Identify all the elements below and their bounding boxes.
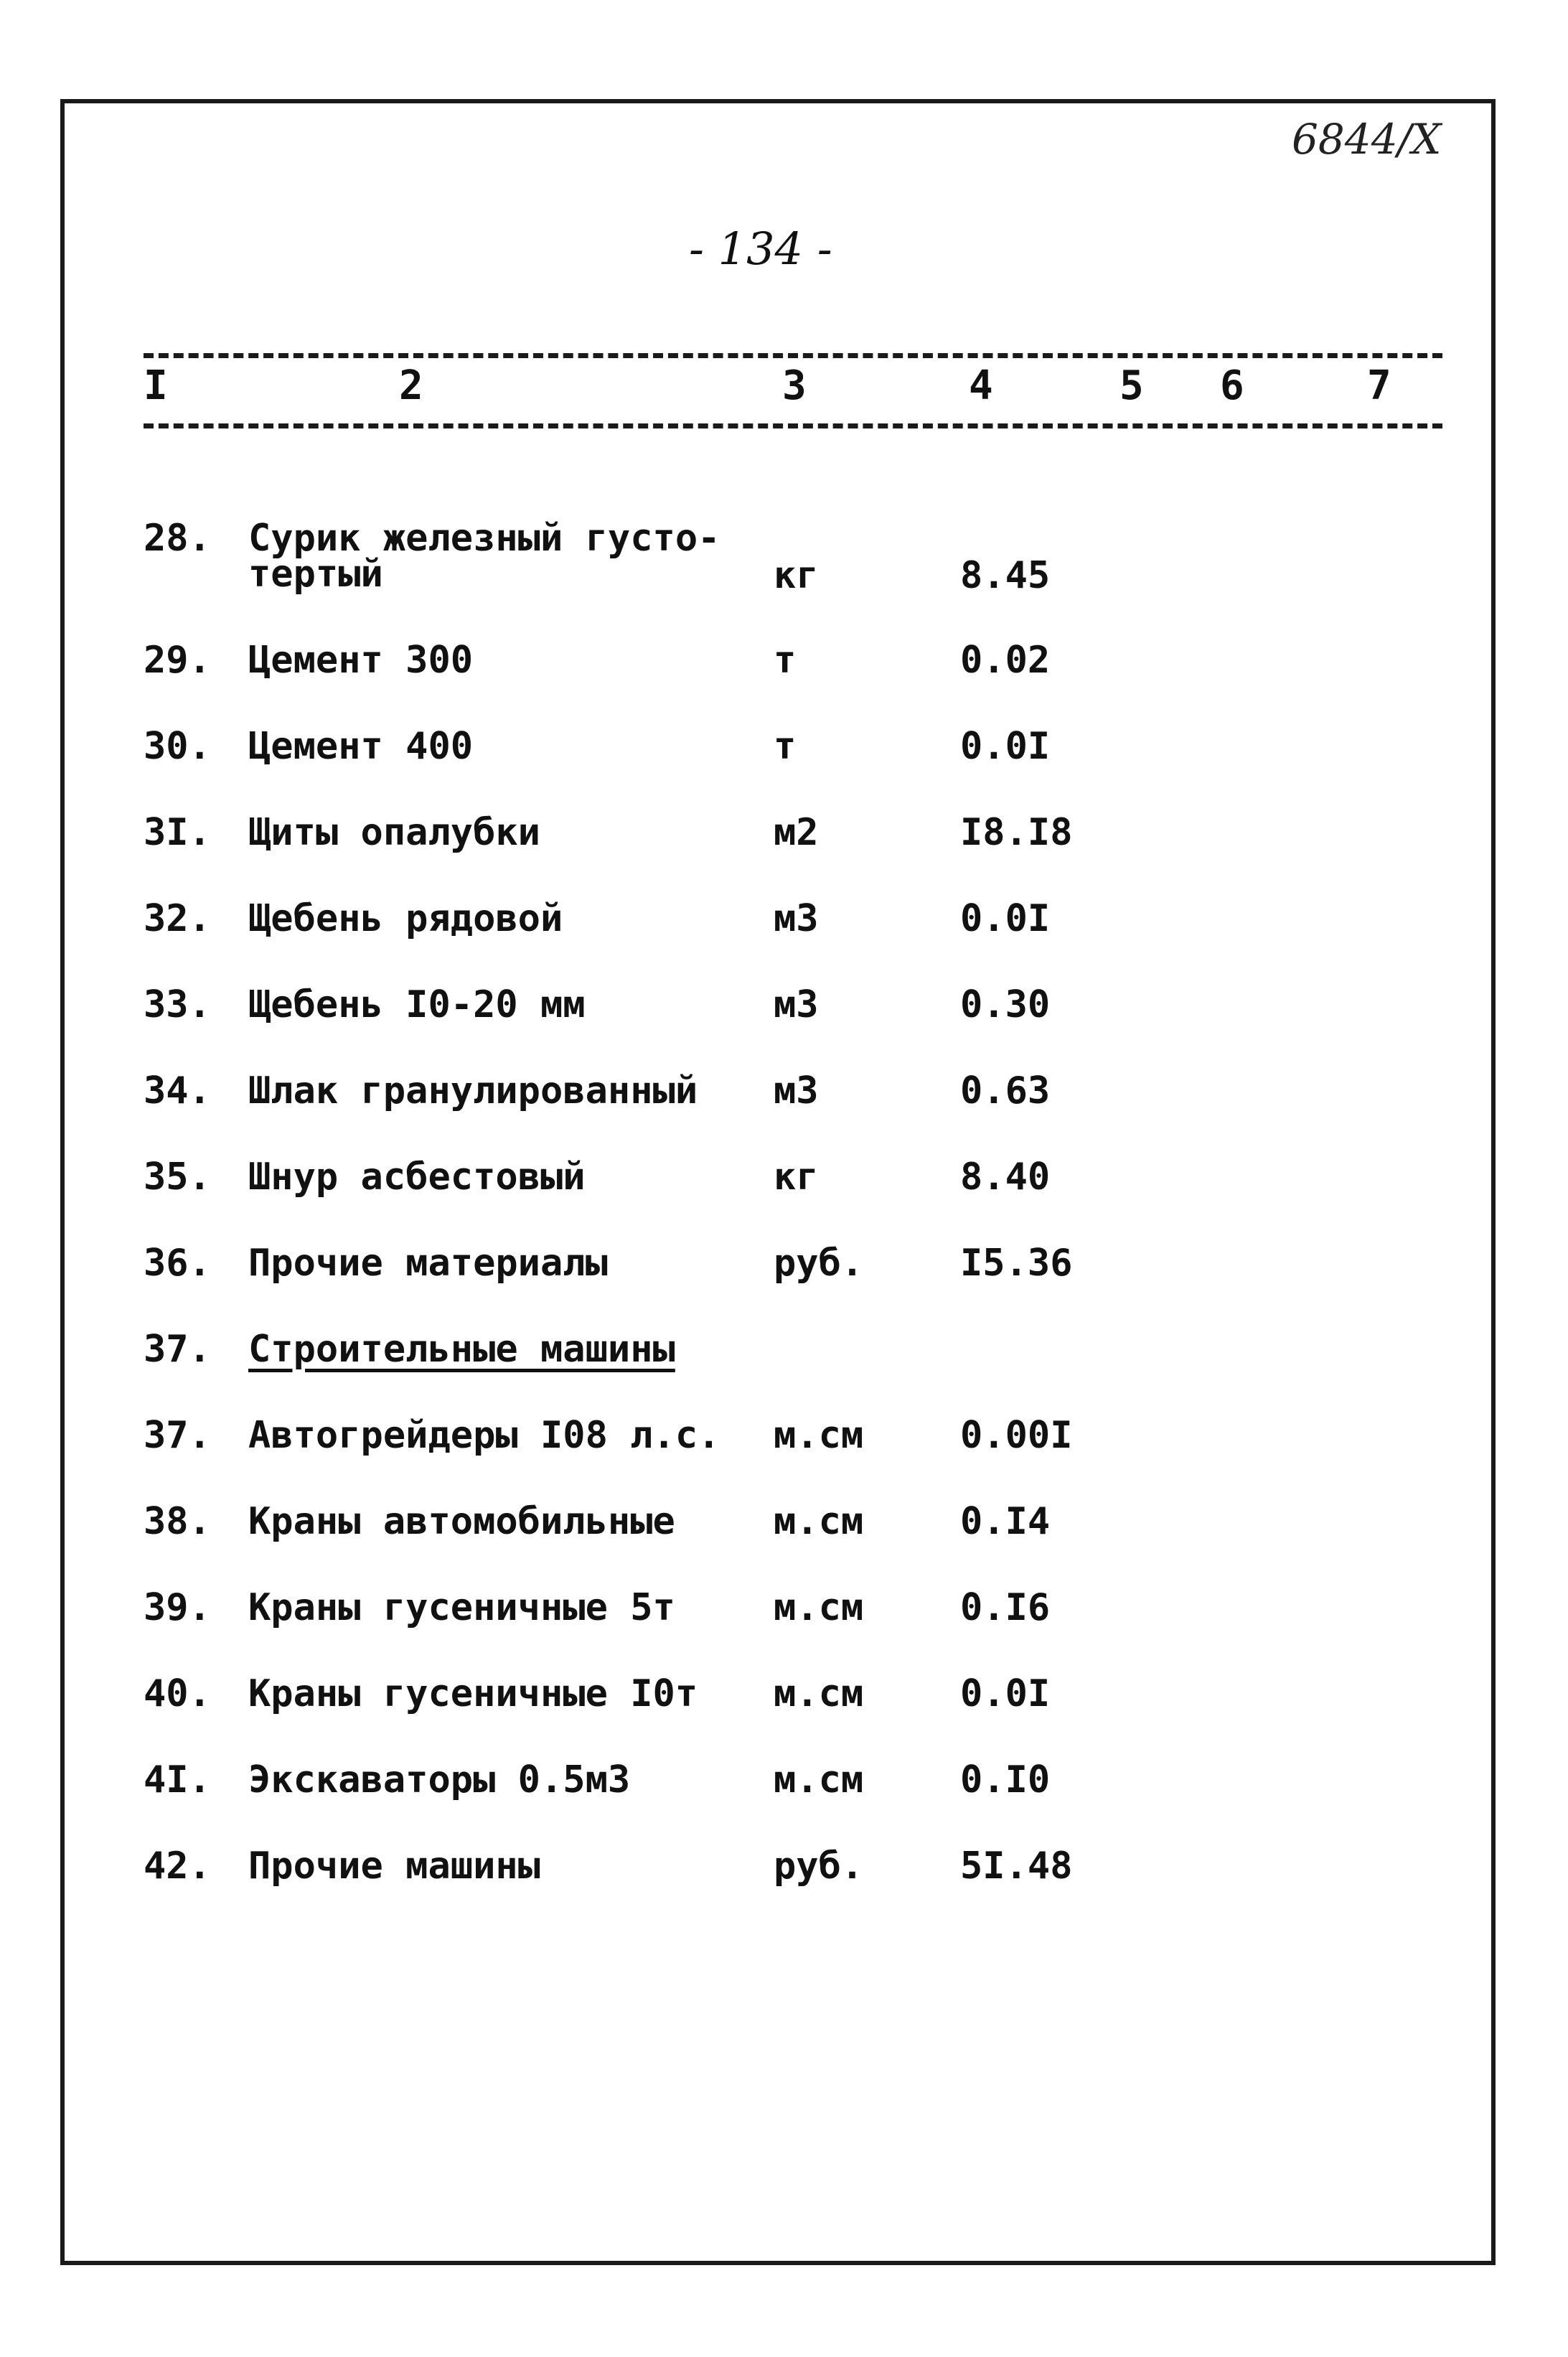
table-row [0, 1672, 1568, 1744]
row-unit: м3 [774, 983, 819, 1026]
row-quantity: I5.36 [960, 1242, 1073, 1285]
row-unit: м2 [774, 811, 819, 854]
row-name: Щиты опалубки [248, 811, 540, 854]
row-unit: м.см [774, 1758, 864, 1801]
row-quantity: 0.30 [960, 983, 1051, 1026]
row-number: 28. [144, 517, 211, 560]
row-name: Краны автомобильные [248, 1500, 675, 1543]
row-number: 37. [144, 1328, 211, 1371]
row-name: Прочие материалы [248, 1242, 608, 1285]
table-row [0, 1414, 1568, 1486]
row-unit: руб. [774, 1845, 864, 1888]
row-name: Цемент 300 [248, 639, 474, 682]
table-row [0, 1586, 1568, 1658]
row-quantity: 0.63 [960, 1069, 1051, 1112]
row-unit: т [774, 725, 797, 768]
header-dashed-line-top [144, 353, 1442, 358]
row-quantity: 8.40 [960, 1156, 1051, 1199]
row-name: Щебень I0-20 мм [248, 983, 586, 1026]
row-number: 3I. [144, 811, 211, 854]
column-header-2: 2 [399, 362, 423, 409]
row-name: Экскаваторы 0.5м3 [248, 1758, 631, 1801]
row-number: 34. [144, 1069, 211, 1112]
row-number: 36. [144, 1242, 211, 1285]
row-quantity: 0.0I [960, 897, 1051, 940]
row-quantity: 8.45 [960, 554, 1051, 597]
row-name: Автогрейдеры I08 л.с. [248, 1414, 720, 1457]
row-unit: м.см [774, 1414, 864, 1457]
row-number: 35. [144, 1156, 211, 1199]
row-unit: м.см [774, 1586, 864, 1629]
row-unit: м3 [774, 897, 819, 940]
column-header-6: 6 [1220, 362, 1244, 409]
row-quantity: 0.0I [960, 725, 1051, 768]
table-row [0, 983, 1568, 1055]
row-number: 42. [144, 1845, 211, 1888]
row-unit: м.см [774, 1500, 864, 1543]
column-header-4: 4 [969, 362, 993, 409]
column-header-7: 7 [1367, 362, 1391, 409]
row-unit: кг [774, 554, 819, 597]
row-quantity: 0.0I [960, 1672, 1051, 1715]
column-header-1: I [144, 362, 168, 409]
row-name: Краны гусеничные 5т [248, 1586, 675, 1629]
table-row [0, 897, 1568, 969]
table-row [0, 517, 1568, 597]
row-number: 30. [144, 725, 211, 768]
row-quantity: 0.00I [960, 1414, 1073, 1457]
row-unit: руб. [774, 1242, 864, 1285]
table-row [0, 1500, 1568, 1572]
page-number: - 134 - [689, 222, 832, 275]
row-number: 40. [144, 1672, 211, 1715]
column-header-3: 3 [782, 362, 807, 409]
archive-number: 6844/X [1292, 115, 1442, 164]
row-name: Цемент 400 [248, 725, 474, 768]
section-heading-row [0, 1328, 1568, 1400]
row-name: Прочие машины [248, 1845, 540, 1888]
row-name: Шнур асбестовый [248, 1156, 586, 1199]
row-quantity: 0.I0 [960, 1758, 1051, 1801]
row-unit: т [774, 639, 797, 682]
row-number: 32. [144, 897, 211, 940]
table-row [0, 1845, 1568, 1916]
section-heading: Строительные машины [248, 1328, 675, 1371]
header-dashed-line-bottom [144, 423, 1442, 428]
row-name-continuation: тертый [248, 553, 383, 596]
table-row [0, 1069, 1568, 1141]
row-name: Шлак гранулированный [248, 1069, 698, 1112]
row-quantity: 0.I4 [960, 1500, 1051, 1543]
row-number: 37. [144, 1414, 211, 1457]
table-row [0, 811, 1568, 883]
row-quantity: 0.I6 [960, 1586, 1051, 1629]
row-quantity: 5I.48 [960, 1845, 1073, 1888]
row-number: 38. [144, 1500, 211, 1543]
row-quantity: I8.I8 [960, 811, 1073, 854]
row-name: Краны гусеничные I0т [248, 1672, 698, 1715]
table-row [0, 1758, 1568, 1830]
row-name: Щебень рядовой [248, 897, 563, 940]
table-row [0, 1242, 1568, 1313]
table-row [0, 639, 1568, 711]
row-unit: м.см [774, 1672, 864, 1715]
row-number: 4I. [144, 1758, 211, 1801]
table-row [0, 1156, 1568, 1227]
row-quantity: 0.02 [960, 639, 1051, 682]
row-name: Сурик железный густо- [248, 517, 720, 560]
row-number: 39. [144, 1586, 211, 1629]
row-unit: кг [774, 1156, 819, 1199]
row-number: 29. [144, 639, 211, 682]
column-header-5: 5 [1119, 362, 1144, 409]
table-row [0, 725, 1568, 797]
row-unit: м3 [774, 1069, 819, 1112]
row-number: 33. [144, 983, 211, 1026]
